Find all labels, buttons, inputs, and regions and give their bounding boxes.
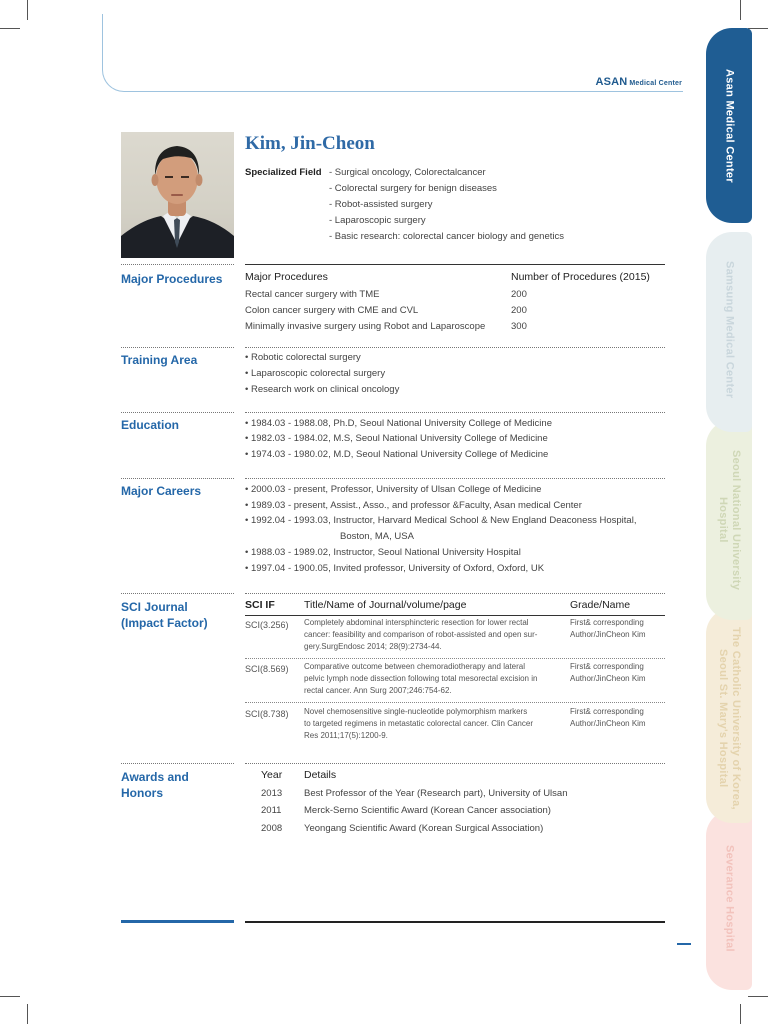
award-detail: Best Professor of the Year (Research part), University of Ulsan [304, 788, 568, 799]
row-divider [245, 702, 665, 703]
crop-mark [748, 996, 768, 997]
sci-if: SCI(8.738) [245, 709, 289, 719]
procedure-count: 200 [511, 289, 527, 300]
sci-grade: First& corresponding Author/JinCheon Kim [570, 707, 646, 728]
sci-title: Novel chemosensitive single-nucleotide polymorphism markers to targeted regimens in metastatic colorectal cancer. Clin Cancer Res 2011;17(5):1200-9. [304, 707, 533, 740]
section-divider [121, 763, 234, 764]
procedure-name: Minimally invasive surgery using Robot and Laparoscope [245, 321, 486, 332]
education-item: • 1974.03 - 1980.02, M.D, Seoul National University College of Medicine [245, 449, 549, 460]
crop-mark [740, 1004, 741, 1024]
award-year: 2011 [261, 805, 282, 816]
section-divider [121, 264, 234, 265]
crop-mark [748, 28, 768, 29]
section-divider [245, 593, 665, 594]
specialized-field-label: Specialized Field [245, 167, 322, 178]
education-item: • 1982.03 - 1984.02, M.S, Seoul National University College of Medicine [245, 433, 548, 444]
procedure-count: 300 [511, 321, 527, 332]
column-header: SCI IF [245, 599, 275, 611]
section-divider [245, 347, 665, 348]
career-item: • 1992.04 - 1993.03, Instructor, Harvard Medical School & New England Deaconess Hospital, [245, 515, 637, 526]
tab-label: Asan Medical Center [723, 69, 736, 183]
doctor-name: Kim, Jin-Cheon [245, 133, 375, 154]
section-divider [121, 412, 234, 413]
column-header: Major Procedures [245, 271, 328, 283]
sci-title: Completely abdominal intersphincteric resection for lower rectal cancer: feasibility and comparison of robot-assisted and open sur- gery.SurgEndosc 2014; 28(9):2734-44. [304, 618, 538, 651]
crop-mark [0, 28, 20, 29]
award-year: 2008 [261, 823, 283, 834]
specialized-field-item: - Robot-assisted surgery [329, 199, 433, 210]
career-item: • 1988.03 - 1989.02, Instructor, Seoul National University Hospital [245, 547, 521, 558]
footer-rule [245, 921, 665, 923]
specialized-field-item: - Laparoscopic surgery [329, 215, 426, 226]
column-header: Grade/Name [570, 599, 631, 611]
award-detail: Merck-Serno Scientific Award (Korean Cancer association) [304, 805, 551, 816]
tab-label: Samsung Medical Center [723, 261, 736, 399]
education-item: • 1984.03 - 1988.08, Ph.D, Seoul National University College of Medicine [245, 418, 552, 429]
sci-grade: First& corresponding Author/JinCheon Kim [570, 618, 646, 639]
tab-label: Severance Hospital [723, 844, 736, 952]
footer-accent-rule [121, 920, 234, 923]
specialized-field-item: - Surgical oncology, Colorectalcancer [329, 167, 486, 178]
training-item: • Research work on clinical oncology [245, 384, 400, 395]
sci-if: SCI(8.569) [245, 664, 289, 674]
crop-mark [27, 1004, 28, 1024]
section-title-awards: Awards and Honors [121, 770, 189, 800]
row-divider [245, 658, 665, 659]
column-header: Title/Name of Journal/volume/page [304, 599, 467, 611]
section-divider [245, 412, 665, 413]
section-divider [245, 478, 665, 479]
doctor-photo [121, 132, 234, 258]
award-year: 2013 [261, 788, 283, 799]
procedure-name: Colon cancer surgery with CME and CVL [245, 305, 419, 316]
sci-if: SCI(3.256) [245, 620, 289, 630]
award-detail: Yeongang Scientific Award (Korean Surgical Association) [304, 823, 544, 834]
section-title-careers: Major Careers [121, 484, 202, 498]
section-divider [245, 264, 665, 265]
procedure-name: Rectal cancer surgery with TME [245, 289, 380, 300]
tab-label: The Catholic University of Korea, Seoul St. Mary's Hospital [717, 626, 742, 810]
table-header-rule [245, 615, 665, 616]
column-header: Details [304, 769, 337, 781]
section-title-sci: SCI Journal (Impact Factor) [121, 600, 208, 630]
specialized-field-item: - Colorectal surgery for benign diseases [329, 183, 497, 194]
column-header: Number of Procedures (2015) [511, 271, 650, 283]
specialized-field-item: - Basic research: colorectal cancer biology and genetics [329, 231, 564, 242]
section-title-training: Training Area [121, 353, 198, 367]
crop-mark [27, 0, 28, 20]
section-divider [245, 763, 665, 764]
section-title-education: Education [121, 418, 180, 432]
page-marker [677, 943, 691, 945]
section-divider [121, 593, 234, 594]
section-divider [121, 347, 234, 348]
career-item-continuation: Boston, MA, USA [340, 531, 414, 542]
column-header: Year [261, 769, 283, 781]
training-item: • Laparoscopic colorectal surgery [245, 368, 386, 379]
crop-mark [0, 996, 20, 997]
career-item: • 2000.03 - present, Professor, University of Ulsan College of Medicine [245, 484, 542, 495]
procedure-count: 200 [511, 305, 527, 316]
training-item: • Robotic colorectal surgery [245, 352, 361, 363]
section-title-procedures: Major Procedures [121, 272, 223, 286]
career-item: • 1989.03 - present, Assist., Asso., and professor &Faculty, Asan medical Center [245, 500, 582, 511]
section-divider [121, 478, 234, 479]
career-item: • 1997.04 - 1900.05, Invited professor, University of Oxford, Oxford, UK [245, 563, 545, 574]
brand-logo: ASAN Medical Center [595, 76, 682, 88]
sci-title: Comparative outcome between chemoradiotherapy and lateral pelvic lymph node dissection following total mesorectal excision in rectal cancer. Ann Surg 2007;246:754-62. [304, 662, 538, 695]
tab-label: Seoul National University Hospital [717, 449, 742, 591]
sci-grade: First& corresponding Author/JinCheon Kim [570, 662, 646, 683]
crop-mark [740, 0, 741, 20]
